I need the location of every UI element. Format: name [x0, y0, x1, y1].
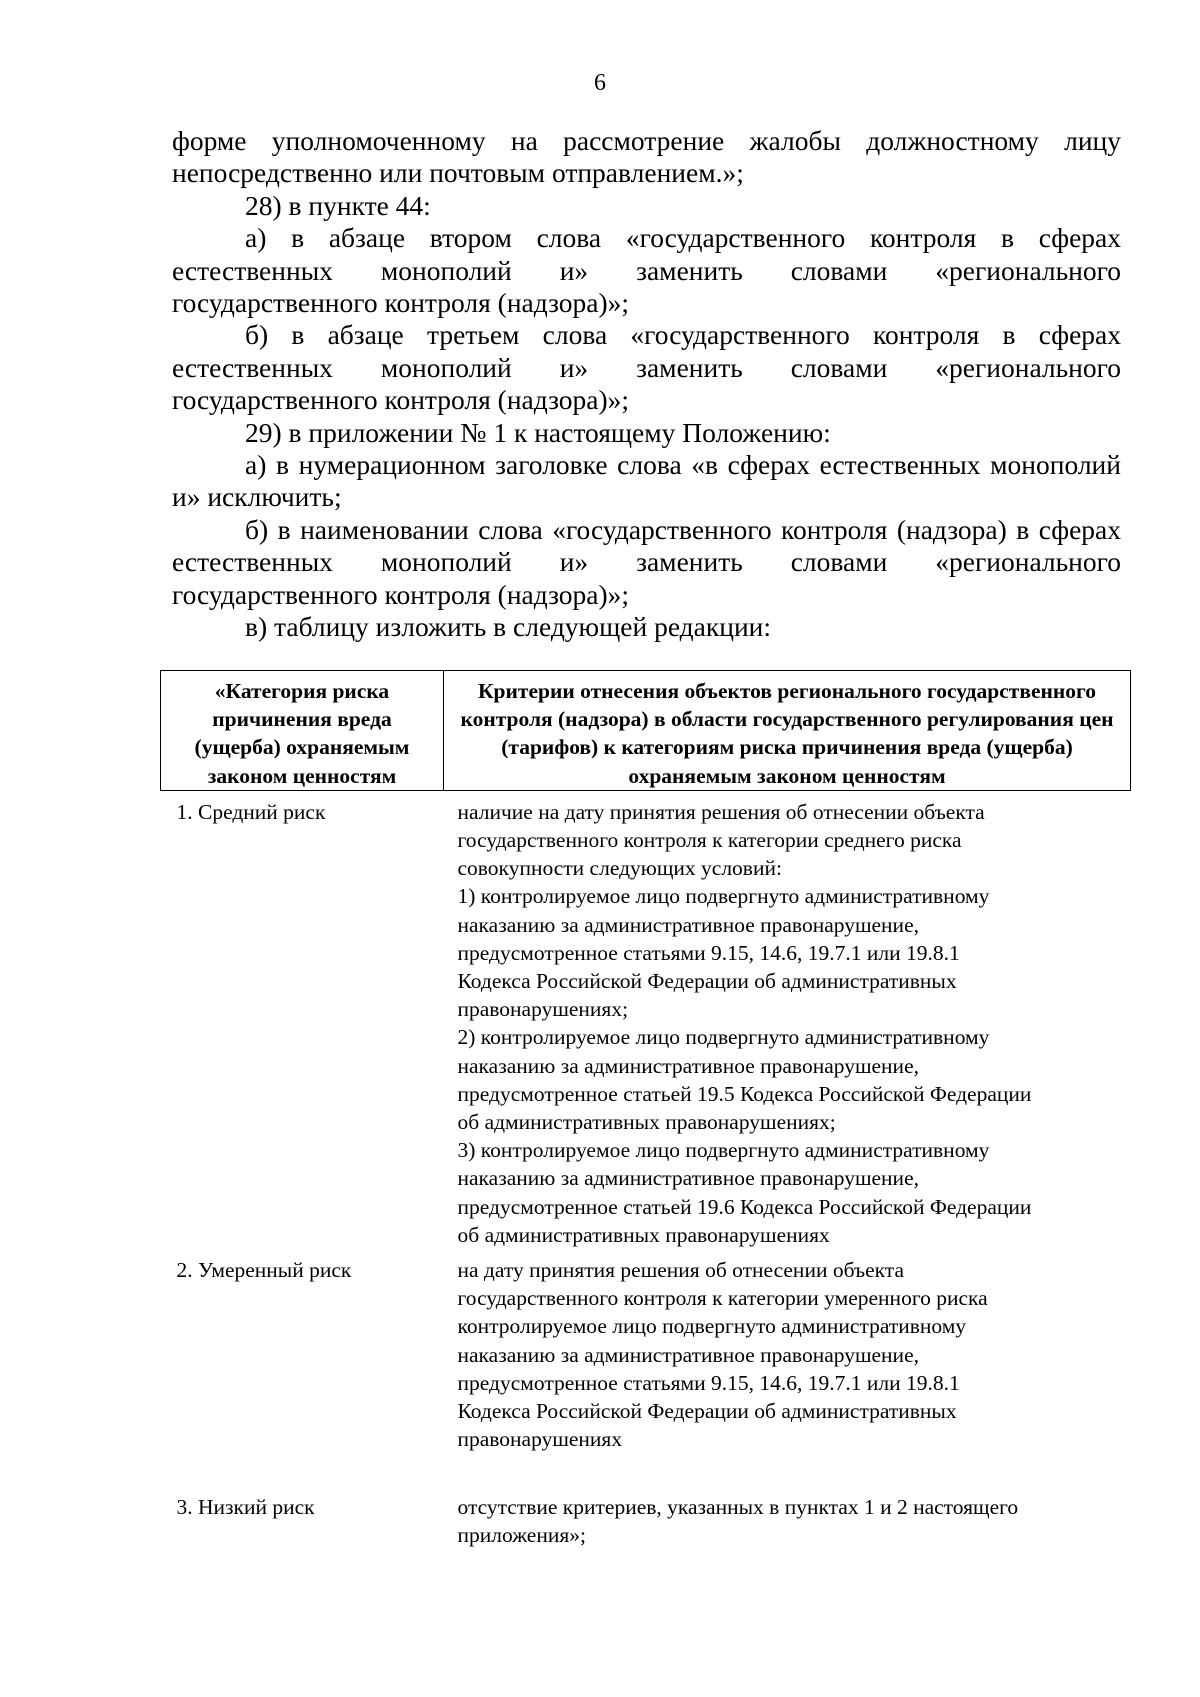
header-line: государственного контроля (надзора) в области [460, 679, 1097, 732]
criteria-line: государственного контроля к категории умеренного риска [457, 1286, 988, 1311]
header-line: (ущерба) охраняемым [194, 735, 410, 760]
amendment-text [172, 125, 1121, 644]
header-line: «Категория риска [214, 679, 390, 703]
criteria-cell [444, 790, 1131, 1249]
criteria-cell [444, 1486, 1131, 1549]
paragraph: форме уполномоченному на рассмотрение жалобы должностному лицу непосредственно или почтовым отправлением.»; [172, 125, 1121, 189]
table-row [161, 1249, 1131, 1486]
criteria-line: предусмотренное статьями 9.15, 14.6, 19.7.1 или 19.8.1 [457, 940, 960, 965]
criteria-line: контролируемое лицо подвергнуто административному [457, 1314, 967, 1339]
criteria-line: правонарушениях [457, 1427, 623, 1452]
paragraph: б) в наименовании слова «государственного контроля (надзора) в сферах естественных монополий и» заменить словами «регионального государственного контроля (надзора)»; [172, 513, 1121, 610]
criteria-line: наказанию за административное правонарушение, [457, 912, 919, 937]
paragraph: 29) в приложении № 1 к настоящему Положению: [245, 416, 831, 448]
criteria-line: наказанию за административное правонарушение, [457, 1166, 919, 1191]
table-row [161, 790, 1131, 1249]
criteria-line: наличие на дату принятия решения об отнесении объекта [457, 799, 985, 824]
paragraph: б) в абзаце третьем слова «государственного контроля в сферах естественных монополий и» заменить словами «регионального государственного контроля (надзора)»; [172, 319, 1121, 416]
criteria-line: государственного контроля к категории среднего риска [457, 828, 962, 853]
header-line: Критерии отнесения объектов регионального [477, 679, 922, 703]
risk-category-cell: 2. Умеренный риск [176, 1258, 352, 1283]
risk-category-cell: 3. Низкий риск [176, 1495, 315, 1520]
criteria-line: предусмотренное статьей 19.5 Кодекса Российской Федерации [457, 1081, 1032, 1106]
criteria-line: предусмотренное статьями 9.15, 14.6, 19.7.1 или 19.8.1 [457, 1370, 960, 1395]
criteria-line: наказанию за административное правонарушение, [457, 1342, 919, 1367]
criteria-line: на дату принятия решения об отнесении объекта [457, 1258, 905, 1283]
paragraph: в) таблицу изложить в следующей редакции: [245, 611, 772, 643]
paragraph: а) в нумерационном заголовке слова «в сферах естественных монополий и» исключить; [172, 449, 1121, 513]
header-line: государственного регулирования цен (тарифов) [501, 707, 1114, 760]
risk-category-cell: 1. Средний риск [176, 799, 326, 824]
criteria-line: об административных правонарушениях [457, 1222, 830, 1247]
header-line: причинения вреда [212, 707, 392, 732]
header-criteria [444, 671, 1131, 791]
criteria-cell [444, 1249, 1131, 1486]
criteria-line: 2) контролируемое лицо подвергнуто административному [457, 1025, 990, 1050]
table-row [161, 1486, 1131, 1549]
criteria-line: правонарушениях; [457, 997, 629, 1022]
criteria-line: об административных правонарушениях; [457, 1110, 836, 1135]
header-line: законом ценностям [207, 763, 397, 788]
criteria-line: наказанию за административное правонарушение, [457, 1053, 919, 1078]
criteria-line: совокупности следующих условий: [457, 856, 782, 881]
criteria-line: 3) контролируемое лицо подвергнуто административному [457, 1138, 990, 1163]
risk-criteria-table [160, 670, 1131, 1549]
criteria-line: предусмотренное статьей 19.6 Кодекса Российской Федерации [457, 1194, 1032, 1219]
page-number: 6 [594, 70, 606, 96]
criteria-line: Кодекса Российской Федерации об административных [457, 969, 957, 994]
criteria-line: 1) контролируемое лицо подвергнуто административному [457, 884, 990, 909]
header-line: охраняемым законом ценностям [628, 763, 946, 788]
criteria-line: Кодекса Российской Федерации об административных [457, 1399, 957, 1424]
criteria-line: приложения»; [457, 1523, 586, 1548]
header-risk-category [161, 671, 444, 791]
criteria-line: отсутствие критериев, указанных в пунктах 1 и 2 настоящего [457, 1495, 1019, 1520]
paragraph: а) в абзаце втором слова «государственного контроля в сферах естественных монополий и» заменить словами «регионального государственного контроля (надзора)»; [172, 222, 1121, 319]
paragraph: 28) в пункте 44: [245, 189, 431, 221]
table-header-row [161, 671, 1131, 791]
header-line: к категориям риска причинения вреда (ущерба) [603, 735, 1073, 760]
